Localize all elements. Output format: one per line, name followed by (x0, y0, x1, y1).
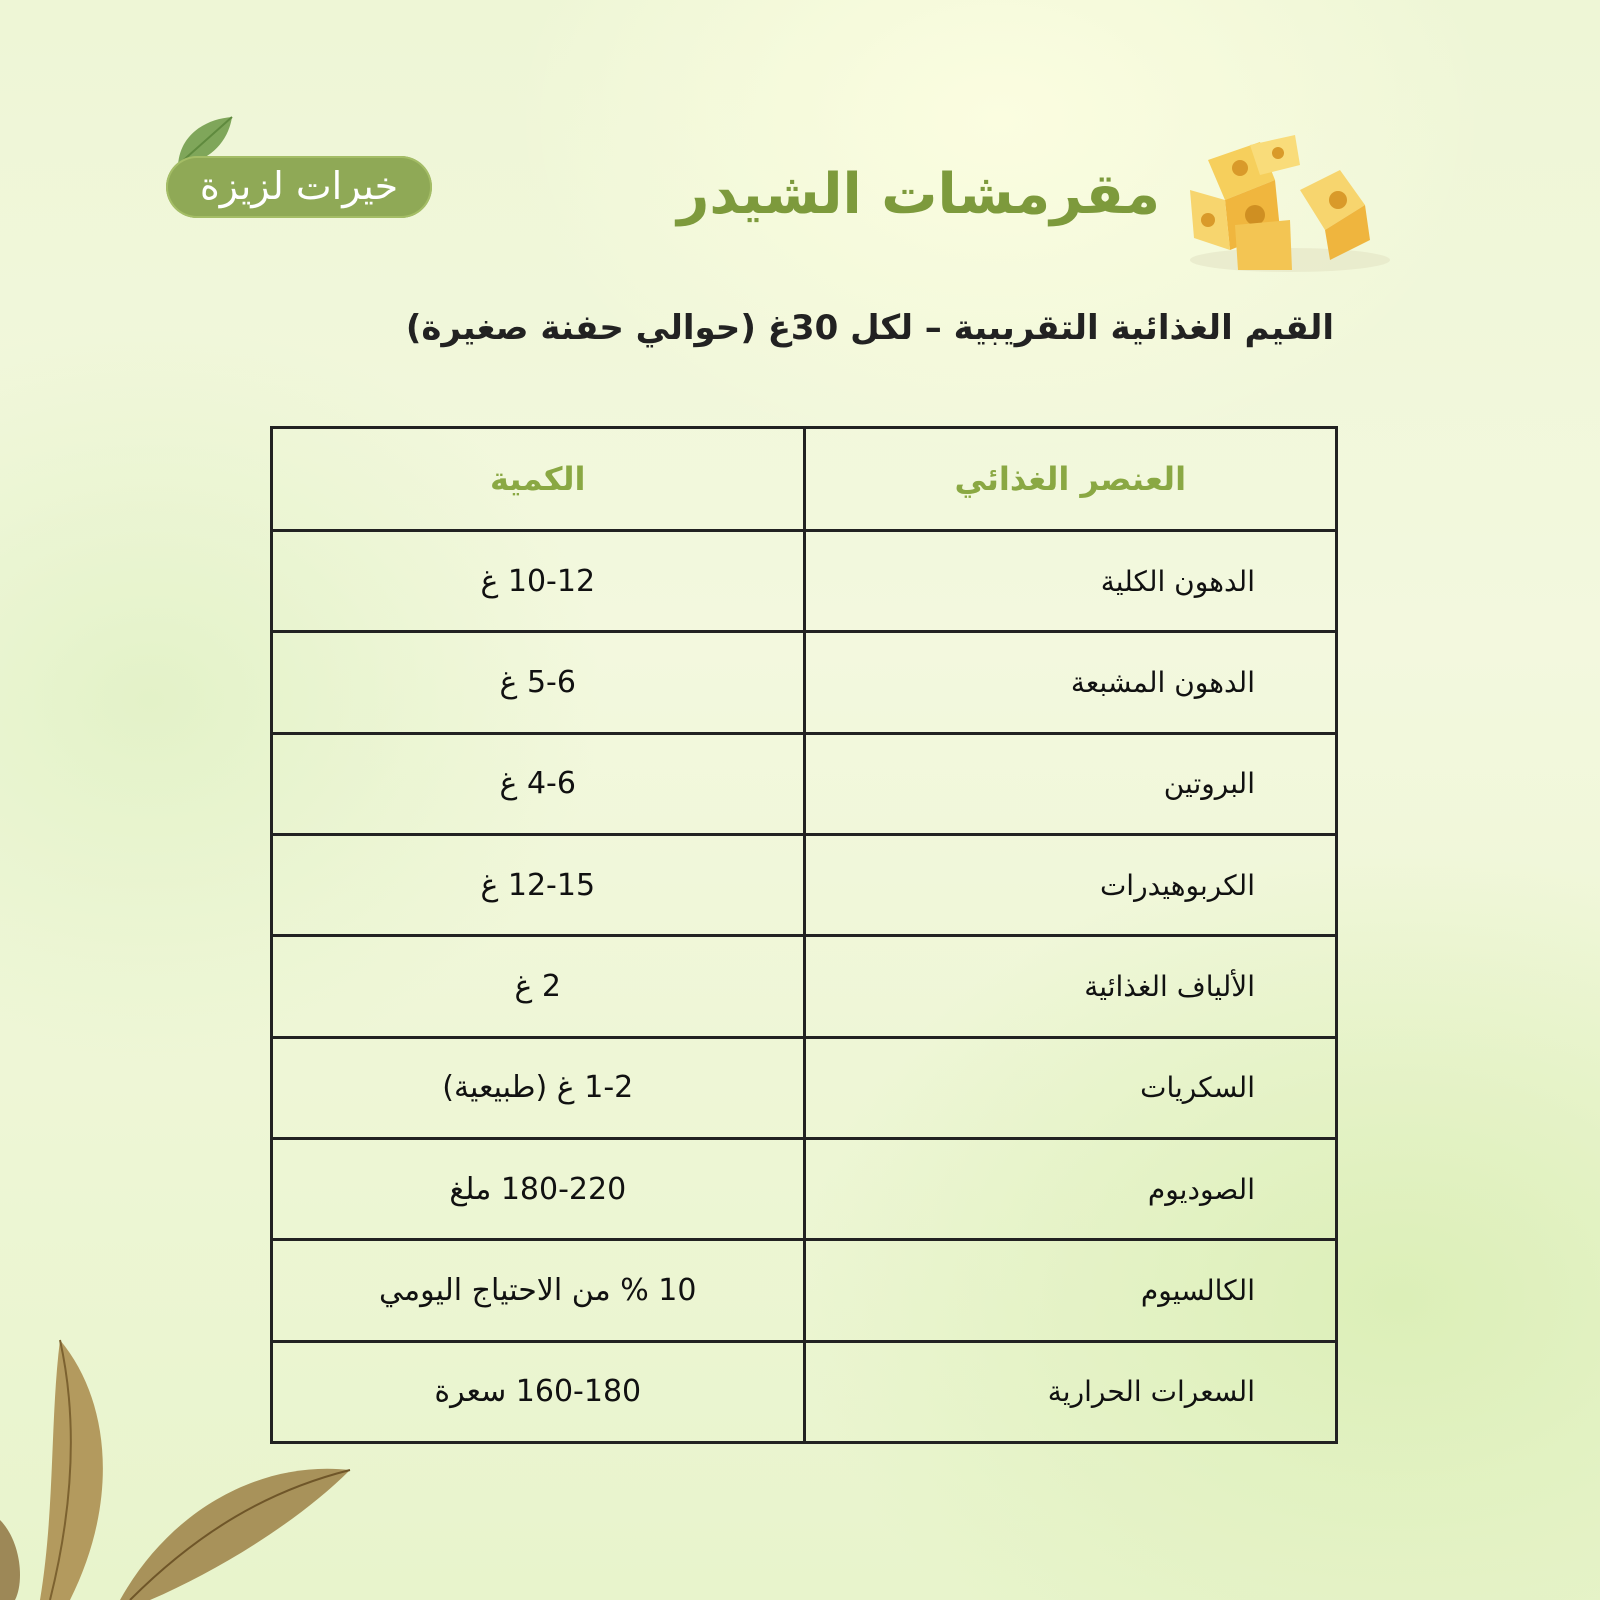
nutrient-amount: 12-15 غ (272, 834, 805, 935)
brand-logo-text: خيرات لزيزة (199, 164, 399, 208)
nutrient-name: الدهون الكلية (804, 531, 1337, 632)
brand-logo (166, 156, 432, 218)
nutrient-amount: 1-2 غ (طبيعية) (272, 1037, 805, 1138)
nutrient-name: السكريات (804, 1037, 1337, 1138)
nutrient-amount: 180-220 ملغ (272, 1138, 805, 1239)
decorative-leaves (0, 1320, 380, 1600)
nutrient-name: الصوديوم (804, 1138, 1337, 1239)
table-row (272, 733, 1337, 834)
nutrient-name: السعرات الحرارية (804, 1341, 1337, 1442)
nutrient-name: البروتين (804, 733, 1337, 834)
header-element: العنصر الغذائي (804, 428, 1337, 531)
table-row (272, 1138, 1337, 1239)
nutrient-amount: 10-12 غ (272, 531, 805, 632)
table-row (272, 834, 1337, 935)
nutrient-name: الدهون المشبعة (804, 632, 1337, 733)
nutrient-amount: 10 % من الاحتياج اليومي (272, 1240, 805, 1341)
page-title: مقرمشات الشيدر (677, 162, 1160, 227)
nutrient-amount: 4-6 غ (272, 733, 805, 834)
nutrition-table (270, 426, 1338, 1444)
nutrient-name: الكالسيوم (804, 1240, 1337, 1341)
nutrition-subtitle: القيم الغذائية التقريبية – لكل 30غ (حوالي حفنة صغيرة) (405, 308, 1334, 348)
table-row (272, 531, 1337, 632)
header-amount: الكمية (272, 428, 805, 531)
nutrient-amount: 2 غ (272, 936, 805, 1037)
table-row (272, 1341, 1337, 1442)
table-row (272, 632, 1337, 733)
cheese-icon (1180, 120, 1400, 280)
table-row (272, 1240, 1337, 1341)
table-row (272, 936, 1337, 1037)
nutrient-amount: 5-6 غ (272, 632, 805, 733)
table-header-row (272, 428, 1337, 531)
nutrient-name: الكربوهيدرات (804, 834, 1337, 935)
table-row (272, 1037, 1337, 1138)
nutrient-amount: 160-180 سعرة (272, 1341, 805, 1442)
nutrient-name: الألياف الغذائية (804, 936, 1337, 1037)
